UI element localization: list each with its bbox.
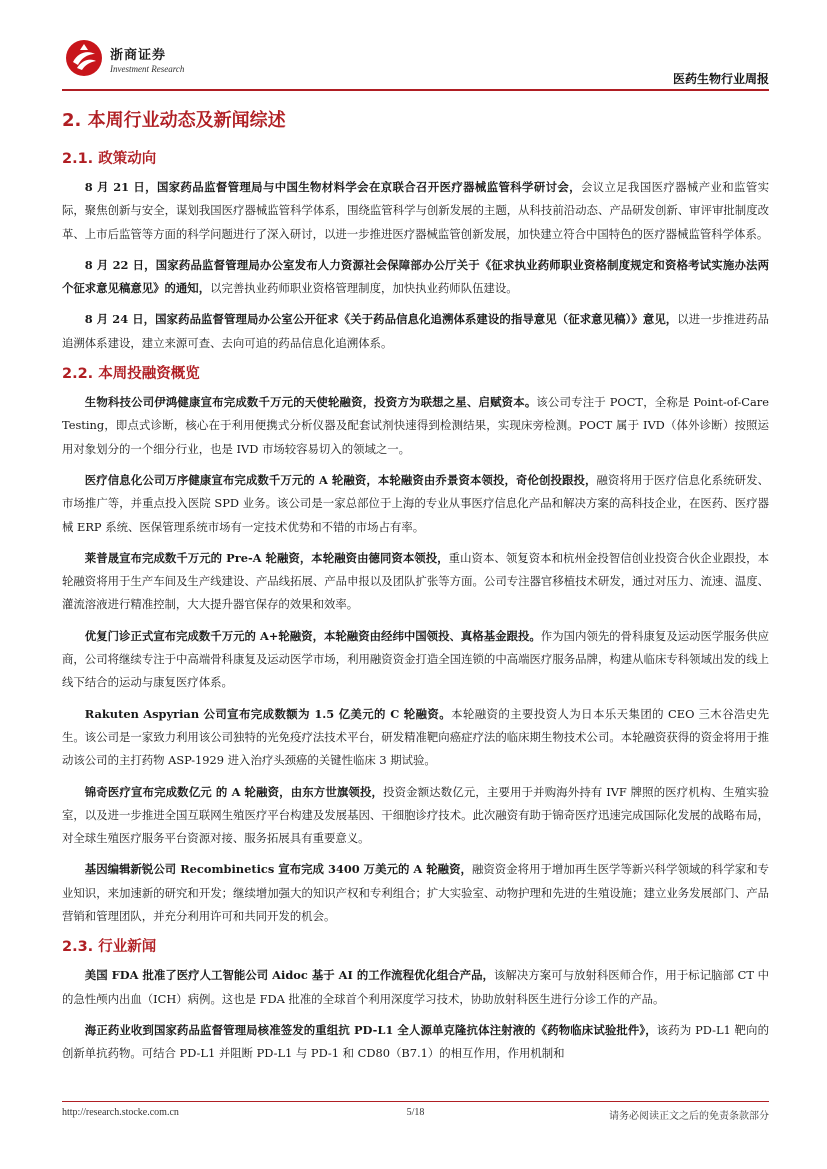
- news-item-lead: 海正药业收到国家药品监督管理局核准签发的重组抗 PD-L1 全人源单克隆抗体注射液的《药物临床试验批件》，: [84, 1022, 657, 1037]
- policy-item-body: 以完善执业药师职业资格管理制度，加快执业药师队伍建设。: [210, 281, 518, 296]
- financing-item: [62, 858, 769, 928]
- financing-item: [62, 625, 769, 695]
- financing-item: [62, 547, 769, 617]
- financing-item-lead: 锦奇医疗宣布完成数亿元 的 A 轮融资，由东方世旗领投，: [84, 784, 384, 799]
- logo-english-text: Investment Research: [110, 64, 185, 74]
- policy-item-lead: 8 月 24 日，国家药品监督管理局办公室公开征求《关于药品信息化追溯体系建设的指导意见（征求意见稿）》意见，: [84, 312, 678, 327]
- financing-item-lead: Rakuten Aspyrian 公司宣布完成数额为 1.5 亿美元的 C 轮融资。: [84, 706, 452, 721]
- page-number: 5/18: [406, 1107, 425, 1118]
- financing-item-lead: 莱普晟宣布完成数千万元的 Pre-A 轮融资，本轮融资由德同资本领投，: [84, 550, 449, 565]
- footer-divider: [62, 1101, 769, 1102]
- news-item: [62, 964, 769, 1011]
- section-title: 2. 本周行业动态及新闻综述: [62, 110, 286, 131]
- financing-item-lead: 生物科技公司伊鸿健康宣布完成数千万元的天使轮融资，投资方为联想之星、启赋资本。: [84, 395, 537, 410]
- page-footer: [62, 1107, 769, 1125]
- financing-item-body: 作为国内领先的骨科康复及运动医学服务供应商，公司将继续专注于中高端骨科康复及运动医学市场，利用融资资金打造全国连锁的中高端医疗服务品牌，构建从临床专科领域出发的线上线下结合的运动与康复医疗体系。: [62, 628, 769, 690]
- financing-item-body: 本轮融资的主要投资人为日本乐天集团的 CEO 三木谷浩史先生。该公司是一家致力利用该公司独特的光免疫疗法技术平台，研发精准靶向癌症疗法的临床期生物技术公司。本轮融资获得的资金将用于推动该公司的主打药物 ASP-1929 进入治疗头颈癌的关键性临床 3 期试验。: [62, 706, 769, 768]
- policy-item-lead: 8 月 22 日，国家药品监督管理局办公室发布人力资源社会保障部办公厅关于《征求执业药师职业资格制度规定和资格考试实施办法两个征求意见稿意见》的通知，: [62, 257, 769, 296]
- policy-item: [62, 308, 769, 355]
- policy-item: [62, 254, 769, 301]
- news-item-lead: 美国 FDA 批准了医疗人工智能公司 Aidoc 基于 AI 的工作流程优化组合产品，: [84, 968, 494, 983]
- financing-item-body: 投资金额达数亿元，主要用于并购海外持有 IVF 牌照的医疗机构、生殖实验室，以及进一步推进全国互联网生殖医疗平台构建及发展基因、干细胞诊疗技术。此次融资有助于锦奇医疗迅速完成国际化发展的战略布局，对全球生殖医疗服务平台资源对接、服务拓展具有重要意义。: [62, 784, 769, 846]
- financing-item-body: 重山资本、领复资本和杭州金投智信创业投资合伙企业跟投，本轮融资将用于生产车间及生产线建设、产品线拓展、产品申报以及团队扩张等方面。公司专注器官移植技术研发，通过对压力、流速、温度、灌流溶液进行精准控制，大大提升器官保存的效果和效率。: [62, 550, 769, 612]
- financing-item-body: 融资将用于医疗信息化系统研发、市场推广等，并重点投入医院 SPD 业务。该公司是一家总部位于上海的专业从事医疗信息化产品和解决方案的高科技企业，在医药、医疗器械 ERP 系统、医保管理系统市场有一定技术优势和不错的市场占有率。: [62, 472, 769, 534]
- financing-subtitle: 2.2. 本周投融资概览: [62, 366, 200, 383]
- main-content: [62, 108, 769, 1074]
- financing-item-lead: 医疗信息化公司万序健康宣布完成数千万元的 A 轮融资，本轮融资由乔景资本领投，奇伦创投跟投，: [84, 472, 597, 487]
- financing-item-lead: 优复门诊正式宣布完成数千万元的 A+轮融资，本轮融资由经纬中国领投、真格基金跟投。: [84, 628, 541, 643]
- news-item-body: 该解决方案可与放射科医师合作，用于标记脑部 CT 中的急性颅内出血（ICH）病例。这也是 FDA 批准的全球首个利用深度学习技术，协助放射科医生进行分诊工作的产品。: [62, 968, 769, 1006]
- header-divider: [62, 89, 769, 91]
- financing-item-lead: 基因编辑新锐公司 Recombinetics 宣布完成 3400 万美元的 A 轮融资，: [84, 862, 472, 877]
- page-header: [62, 36, 769, 86]
- policy-item-body: 会议立足我国医疗器械产业和监管实际，聚焦创新与安全，谋划我国医疗器械监管科学体系，围绕监管科学与创新发展的主题，从科技前沿动态、产品研发创新、审评审批制度改革、上市后监管等方面的科学问题进行了深入研讨，以进一步推进医疗器械监管创新发展，加快建立符合中国特色的医疗器械监管科学体系。: [62, 180, 769, 241]
- financing-list: [62, 391, 769, 928]
- financing-item-body: 该公司专注于 POCT，全称是 Point-of-Care Testing，即点式诊断，核心在于利用便携式分析仪器及配套试剂快速得到检测结果，实现床旁检测。POCT 属于 IVD（体外诊断）按照运用对象划分的一个细分行业，也是 IVD 市场较容易切入的领域之一。: [62, 395, 769, 456]
- financing-item-body: 融资资金将用于增加再生医学等新兴科学领域的科学家和专业知识，来加速新的研究和开发；继续增加强大的知识产权和专利组合；扩大实验室、动物护理和先进的生殖设施；建立业务发展部门、产品营销和管理团队，并充分利用许可和共同开发的机会。: [62, 862, 769, 924]
- policy-list: [62, 176, 769, 355]
- news-list: [62, 964, 769, 1065]
- logo-mark-icon: [64, 38, 104, 78]
- policy-item-lead: 8 月 21 日，国家药品监督管理局与中国生物材料学会在京联合召开医疗器械监管科学研讨会，: [84, 180, 581, 194]
- financing-item: [62, 703, 769, 773]
- news-item: [62, 1019, 769, 1066]
- news-item-body: 该药为 PD-L1 靶向的创新单抗药物。可结合 PD-L1 并阻断 PD-L1 与 PD-1 和 CD80（B7.1）的相互作用，作用机制和: [62, 1022, 769, 1061]
- policy-item: [62, 176, 769, 246]
- report-title: 医药生物行业周报: [672, 72, 769, 86]
- financing-item: [62, 391, 769, 461]
- footer-disclaimer: 请务必阅读正文之后的免责条款部分: [609, 1111, 769, 1122]
- financing-item: [62, 469, 769, 539]
- policy-item-body: 以进一步推进药品追溯体系建设，建立来源可查、去向可追的药品信息化追溯体系。: [62, 312, 769, 350]
- news-subtitle: 2.3. 行业新闻: [62, 939, 157, 956]
- company-logo: [62, 36, 202, 82]
- footer-url-link[interactable]: http://research.stocke.com.cn: [62, 1107, 179, 1118]
- policy-subtitle: 2.1. 政策动向: [62, 151, 157, 167]
- logo-chinese-text: 浙商证券: [110, 48, 167, 63]
- financing-item: [62, 781, 769, 851]
